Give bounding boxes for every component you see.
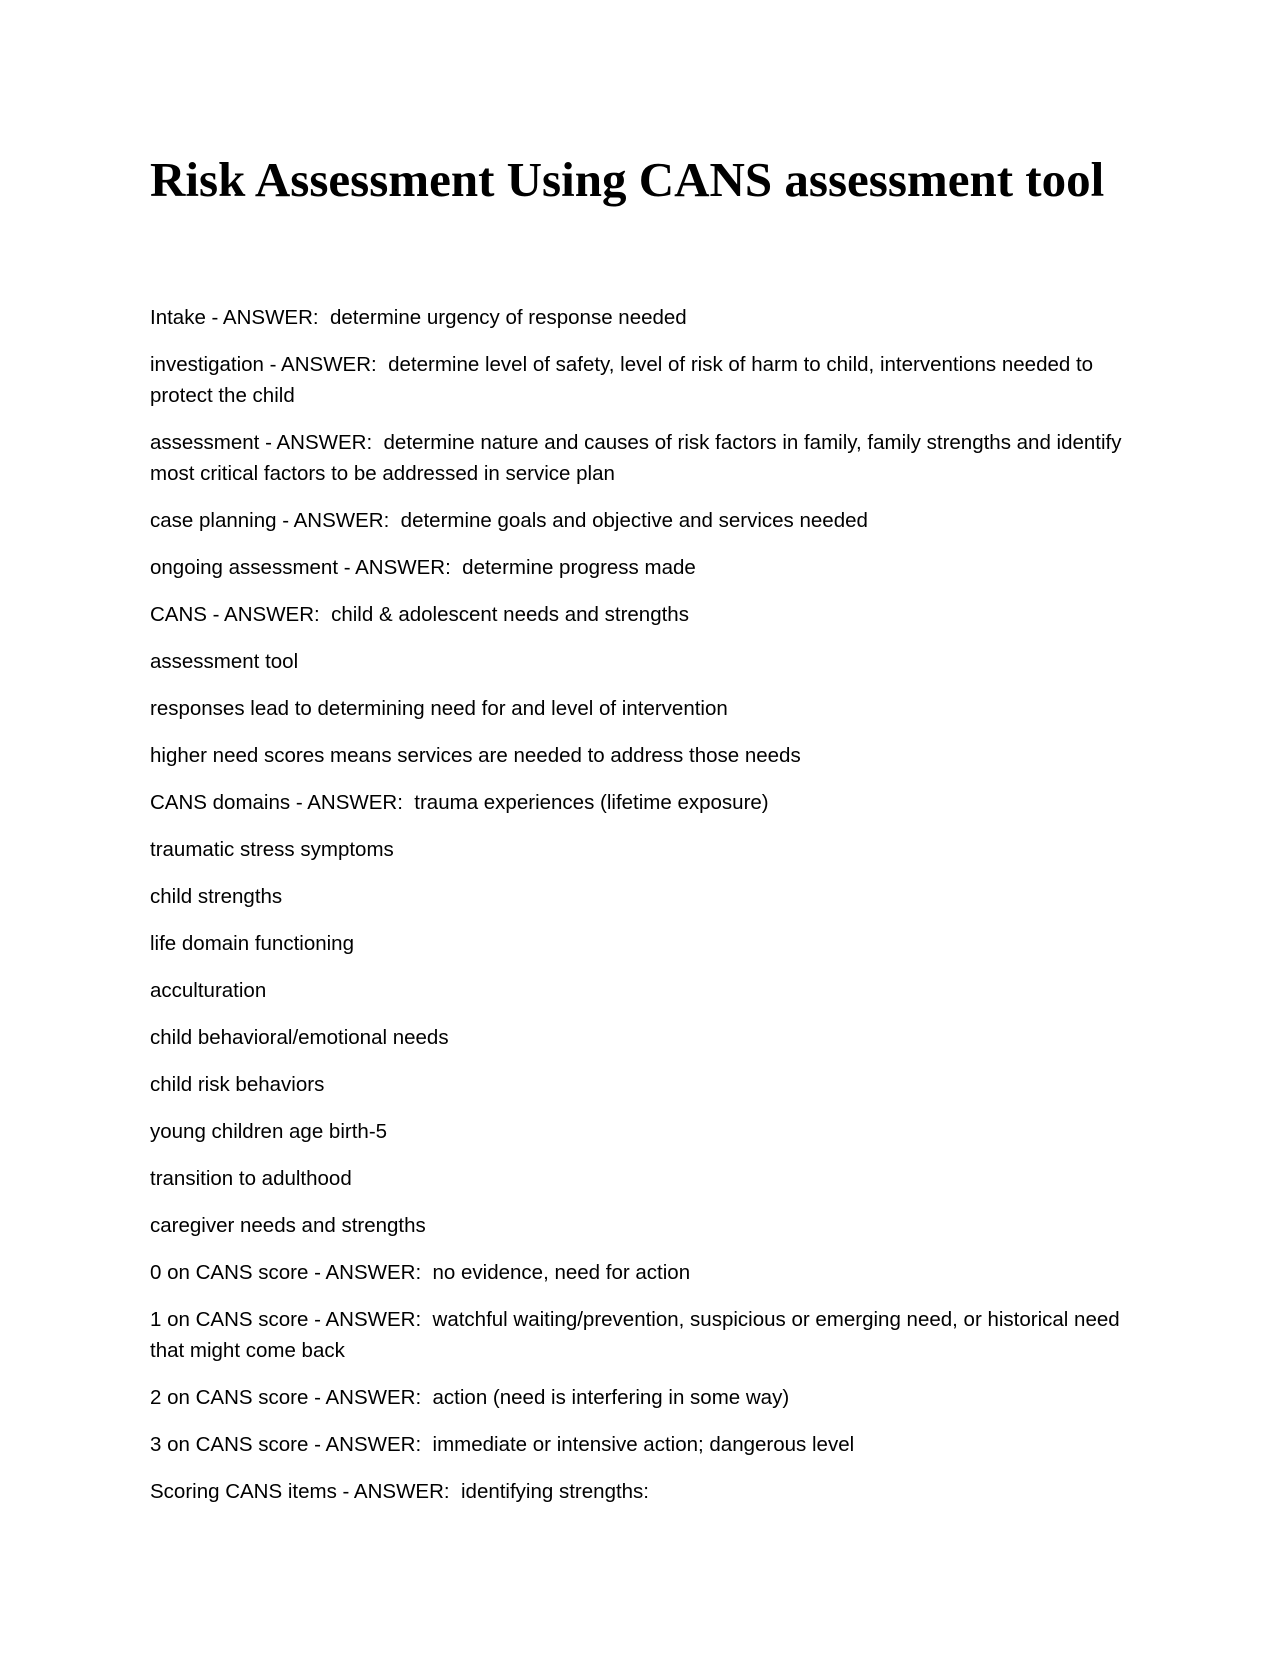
paragraph: responses lead to determining need for and level of intervention [150, 697, 728, 720]
paragraph: assessment tool [150, 650, 299, 673]
paragraph: ongoing assessment - ANSWER: determine progress made [150, 556, 696, 579]
document-body [150, 302, 1130, 1523]
paragraph: investigation - ANSWER: determine level of safety, level of risk of harm to child, interventions needed to protect the child [150, 353, 1099, 407]
paragraph: traumatic stress symptoms [150, 838, 394, 861]
paragraph: 2 on CANS score - ANSWER: action (need is interfering in some way) [150, 1386, 790, 1409]
paragraph: caregiver needs and strengths [150, 1214, 426, 1237]
paragraph: 3 on CANS score - ANSWER: immediate or intensive action; dangerous level [150, 1433, 855, 1456]
paragraph: higher need scores means services are needed to address those needs [150, 744, 801, 767]
paragraph: young children age birth-5 [150, 1120, 388, 1143]
paragraph: CANS - ANSWER: child & adolescent needs and strengths [150, 603, 689, 626]
paragraph: child behavioral/emotional needs [150, 1026, 449, 1049]
page-title: Risk Assessment Using CANS assessment tool [150, 152, 1105, 207]
paragraph: transition to adulthood [150, 1167, 352, 1190]
paragraph: assessment - ANSWER: determine nature and causes of risk factors in family, family strengths and identify most critical factors to be addressed in service plan [150, 431, 1128, 485]
paragraph: 0 on CANS score - ANSWER: no evidence, need for action [150, 1261, 691, 1284]
paragraph: Scoring CANS items - ANSWER: identifying strengths: [150, 1480, 650, 1503]
paragraph: child strengths [150, 885, 283, 908]
paragraph: CANS domains - ANSWER: trauma experiences (lifetime exposure) [150, 791, 769, 814]
paragraph: life domain functioning [150, 932, 354, 955]
paragraph: 1 on CANS score - ANSWER: watchful waiting/prevention, suspicious or emerging need, or historical need that might come back [150, 1308, 1126, 1362]
paragraph: acculturation [150, 979, 267, 1002]
paragraph: Intake - ANSWER: determine urgency of response needed [150, 306, 687, 329]
paragraph: child risk behaviors [150, 1073, 325, 1096]
paragraph: case planning - ANSWER: determine goals and objective and services needed [150, 509, 868, 532]
